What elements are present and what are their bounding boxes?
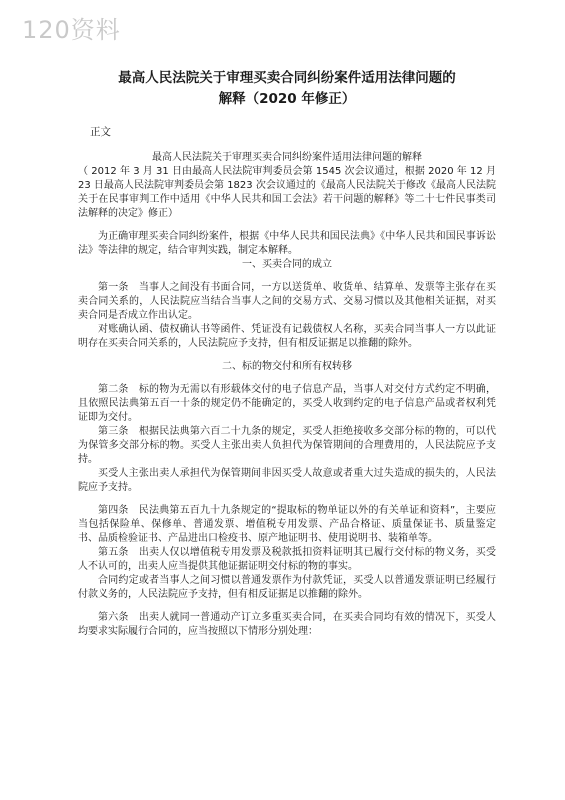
document-page <box>78 68 496 639</box>
revision-history: （ 2012 年 3 月 31 日由最高人民法院审判委员会第 1545 次会议通过，根据 2020 年 12 月 23 日最高人民法院审判委员会第 1823 次会议通过的《最高人民法院关于修改《最高人民法院关于在民事审判工作中适用《中华人民共和国工会法》若干问题的解释》等二十七件民事类司法解释的决定》修正） <box>78 166 496 219</box>
section-heading-1: 一、买卖合同的成立 <box>242 259 332 270</box>
article-2: 第二条 标的物为无需以有形载体交付的电子信息产品，当事人对交付方式约定不明确，且依照民法典第五百一十条的规定仍不能确定的，买受人收到约定的电子信息产品或者权利凭证即为交付。 <box>78 384 496 423</box>
article-1-para-2: 对账确认函、债权确认书等函件、凭证没有记载债权人名称，买卖合同当事人一方以此证明存在买卖合同关系的，人民法院应予支持，但有相反证据足以推翻的除外。 <box>78 324 496 349</box>
article-5-para-2: 合同约定或者当事人之间习惯以普通发票作为付款凭证，买受人以普通发票证明已经履行付款义务的，人民法院应予支持，但有相反证据足以推翻的除外。 <box>78 575 496 600</box>
article-6: 第六条 出卖人就同一普通动产订立多重买卖合同，在买卖合同均有效的情况下，买受人均要求实际履行合同的，应当按照以下情形分别处理： <box>78 612 496 637</box>
article-4: 第四条 民法典第五百九十九条规定的“提取标的物单证以外的有关单证和资料”，主要应当包括保险单、保修单、普通发票、增值税专用发票、产品合格证、质量保证书、质量鉴定书、品质检验证书、产品进出口检疫书、原产地证明书、使用说明书、装箱单等。 <box>78 505 496 544</box>
label-zhengwen: 正文 <box>90 126 111 138</box>
section-heading-2: 二、标的物交付和所有权转移 <box>222 361 352 372</box>
title-line-1: 最高人民法院关于审理买卖合同纠纷案件适用法律问题的 <box>118 70 456 86</box>
document-subtitle: 最高人民法院关于审理买卖合同纠纷案件适用法律问题的解释 <box>152 152 422 163</box>
article-5: 第五条 出卖人仅以增值税专用发票及税款抵扣资料证明其已履行交付标的物义务，买受人不认可的，出卖人应当提供其他证据证明交付标的物的事实。 <box>78 547 496 572</box>
article-1: 第一条 当事人之间没有书面合同，一方以送货单、收货单、结算单、发票等主张存在买卖合同关系的，人民法院应当结合当事人之间的交易方式、交易习惯以及其他相关证据，对买卖合同是否成立作出认定。 <box>78 282 496 321</box>
title-line-2: 解释（2020 年修正） <box>218 91 356 107</box>
article-3-para-2: 买受人主张出卖人承担代为保管期间非因买受人故意或者重大过失造成的损失的，人民法院应予支持。 <box>78 468 496 493</box>
preamble: 为正确审理买卖合同纠纷案件，根据《中华人民共和国民法典》《中华人民共和国民事诉讼法》等法律的规定，结合审判实践，制定本解释。 <box>78 231 496 256</box>
watermark: 120资料 <box>22 16 121 44</box>
document-title <box>78 68 496 110</box>
article-3: 第三条 根据民法典第六百二十九条的规定，买受人拒绝接收多交部分标的物的，可以代为保管多交部分标的物。买受人主张出卖人负担代为保管期间的合理费用的，人民法院应予支持。 <box>78 426 496 465</box>
